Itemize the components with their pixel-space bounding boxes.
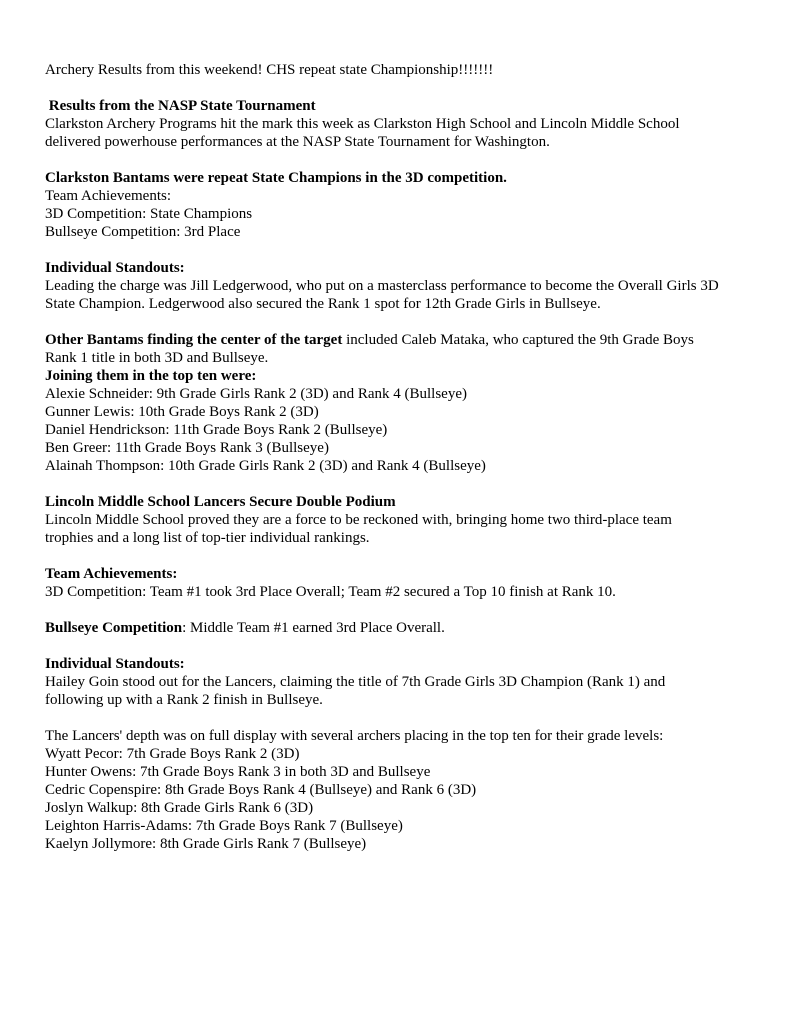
text-run: 3D Competition: State Champions xyxy=(45,206,253,222)
text-line xyxy=(45,97,749,115)
text-run: Daniel Hendrickson: 11th Grade Boys Rank 2 (Bullseye) xyxy=(45,422,388,438)
text-run: Lincoln Middle School proved they are a force to be reckoned with, bringing home two third-place team xyxy=(45,512,672,528)
text-line xyxy=(45,115,749,133)
text-run: Wyatt Pecor: 7th Grade Boys Rank 2 (3D) xyxy=(45,746,300,762)
text-run: Archery Results from this weekend! CHS repeat state Championship!!!!!!! xyxy=(45,62,494,78)
text-run: Hunter Owens: 7th Grade Boys Rank 3 in both 3D and Bullseye xyxy=(45,764,431,780)
text-run: State Champion. Ledgerwood also secured the Rank 1 spot for 12th Grade Girls in Bullseye. xyxy=(45,296,601,312)
text-line xyxy=(45,385,749,403)
text-line xyxy=(45,61,749,79)
text-line xyxy=(45,295,749,313)
text-line xyxy=(45,655,749,673)
text-run-bold: Team Achievements: xyxy=(45,566,178,582)
text-line xyxy=(45,331,749,349)
text-run: Leading the charge was Jill Ledgerwood, who put on a masterclass performance to become the Overall Girls 3D xyxy=(45,278,719,294)
text-line xyxy=(45,349,749,367)
text-line xyxy=(45,493,749,511)
paragraph xyxy=(45,727,749,853)
text-run-bold: Results from the NASP State Tournament xyxy=(45,98,316,114)
text-run: Ben Greer: 11th Grade Boys Rank 3 (Bullseye) xyxy=(45,440,329,456)
text-line xyxy=(45,691,749,709)
text-run-bold: Lincoln Middle School Lancers Secure Double Podium xyxy=(45,494,396,510)
paragraph xyxy=(45,493,749,547)
text-line xyxy=(45,817,749,835)
paragraph xyxy=(45,655,749,709)
text-line xyxy=(45,565,749,583)
text-line xyxy=(45,169,749,187)
text-line xyxy=(45,277,749,295)
text-run: included Caleb Mataka, who captured the 9th Grade Boys xyxy=(342,332,694,348)
text-line xyxy=(45,367,749,385)
text-line xyxy=(45,187,749,205)
text-line xyxy=(45,619,749,637)
text-line xyxy=(45,799,749,817)
text-line xyxy=(45,745,749,763)
paragraph xyxy=(45,619,749,637)
text-run-bold: Joining them in the top ten were: xyxy=(45,368,257,384)
text-line xyxy=(45,403,749,421)
text-line xyxy=(45,763,749,781)
text-run: delivered powerhouse performances at the NASP State Tournament for Washington. xyxy=(45,134,550,150)
text-run-bold: Clarkston Bantams were repeat State Champions in the 3D competition. xyxy=(45,170,507,186)
text-run: Hailey Goin stood out for the Lancers, claiming the title of 7th Grade Girls 3D Champion (Rank 1) and xyxy=(45,674,666,690)
paragraph xyxy=(45,565,749,601)
text-line xyxy=(45,457,749,475)
text-run: Gunner Lewis: 10th Grade Boys Rank 2 (3D) xyxy=(45,404,319,420)
text-line xyxy=(45,781,749,799)
text-run: Clarkston Archery Programs hit the mark this week as Clarkston High School and Lincoln Middle School xyxy=(45,116,680,132)
text-line xyxy=(45,835,749,853)
text-run: : Middle Team #1 earned 3rd Place Overall. xyxy=(182,620,445,636)
text-run-bold: Other Bantams finding the center of the target xyxy=(45,332,343,348)
text-run: Bullseye Competition: 3rd Place xyxy=(45,224,241,240)
text-run-bold: Bullseye Competition xyxy=(45,620,183,636)
paragraph xyxy=(45,169,749,241)
text-run: following up with a Rank 2 finish in Bullseye. xyxy=(45,692,323,708)
document-body xyxy=(45,61,749,853)
text-line xyxy=(45,439,749,457)
text-run-bold: Individual Standouts: xyxy=(45,656,185,672)
text-line xyxy=(45,529,749,547)
paragraph xyxy=(45,97,749,151)
text-line xyxy=(45,133,749,151)
text-run: Leighton Harris-Adams: 7th Grade Boys Rank 7 (Bullseye) xyxy=(45,818,403,834)
text-run: 3D Competition: Team #1 took 3rd Place Overall; Team #2 secured a Top 10 finish at Rank 10. xyxy=(45,584,616,600)
text-line xyxy=(45,583,749,601)
paragraph xyxy=(45,61,749,79)
text-run: Alexie Schneider: 9th Grade Girls Rank 2 (3D) and Rank 4 (Bullseye) xyxy=(45,386,467,402)
paragraph xyxy=(45,331,749,475)
text-run: Cedric Copenspire: 8th Grade Boys Rank 4 (Bullseye) and Rank 6 (3D) xyxy=(45,782,477,798)
text-run: Joslyn Walkup: 8th Grade Girls Rank 6 (3D) xyxy=(45,800,314,816)
text-run: Kaelyn Jollymore: 8th Grade Girls Rank 7 (Bullseye) xyxy=(45,836,367,852)
text-line xyxy=(45,421,749,439)
text-run-bold: Individual Standouts: xyxy=(45,260,185,276)
text-run: Rank 1 title in both 3D and Bullseye. xyxy=(45,350,269,366)
text-run: trophies and a long list of top-tier individual rankings. xyxy=(45,530,370,546)
text-line xyxy=(45,511,749,529)
text-line xyxy=(45,727,749,745)
text-run: Team Achievements: xyxy=(45,188,171,204)
paragraph xyxy=(45,259,749,313)
text-line xyxy=(45,673,749,691)
text-run: The Lancers' depth was on full display with several archers placing in the top ten for their grade levels: xyxy=(45,728,664,744)
text-run: Alainah Thompson: 10th Grade Girls Rank 2 (3D) and Rank 4 (Bullseye) xyxy=(45,458,486,474)
text-line xyxy=(45,223,749,241)
text-line xyxy=(45,205,749,223)
text-line xyxy=(45,259,749,277)
